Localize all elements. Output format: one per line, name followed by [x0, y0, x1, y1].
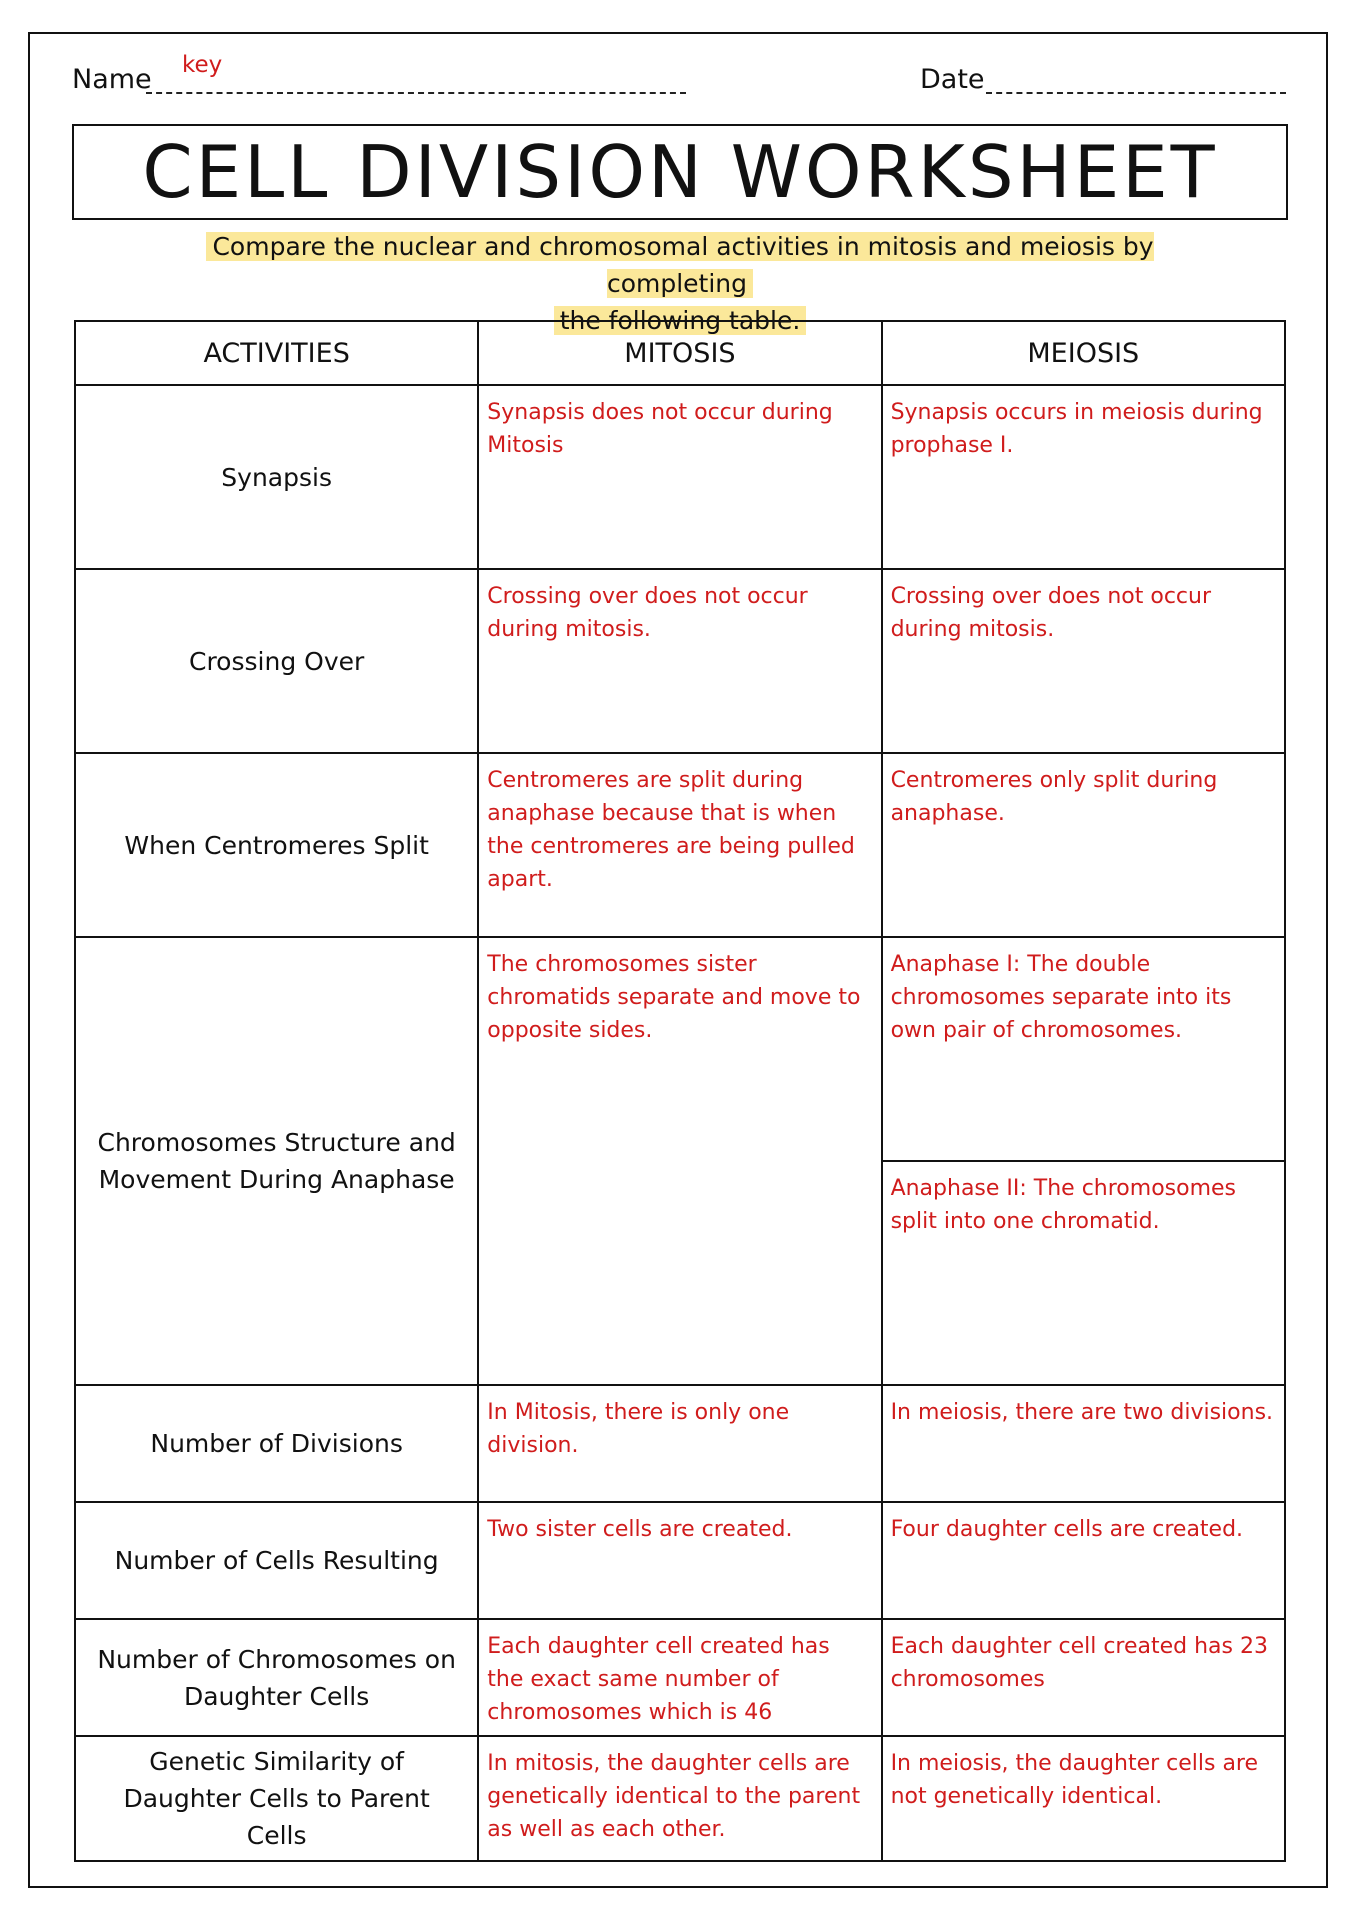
- mitosis-answer-cell[interactable]: In mitosis, the daughter cells are genetically identical to the parent as well as each other.: [478, 1736, 881, 1861]
- table-row: [75, 753, 1285, 937]
- table-row: [75, 1502, 1285, 1619]
- activity-cell: Genetic Similarity of Daughter Cells to Parent Cells: [75, 1736, 478, 1861]
- meiosis-answer-cell-2[interactable]: Anaphase II: The chromosomes split into one chromatid.: [882, 1161, 1285, 1385]
- mitosis-answer-cell[interactable]: In Mitosis, there is only one division.: [478, 1385, 881, 1502]
- meiosis-answer-cell[interactable]: Anaphase I: The double chromosomes separate into its own pair of chromosomes.: [882, 937, 1285, 1161]
- header-mitosis: MITOSIS: [478, 321, 881, 385]
- date-label: Date: [920, 64, 985, 95]
- meiosis-answer-cell[interactable]: Crossing over does not occur during mitosis.: [882, 569, 1285, 753]
- header-activities: ACTIVITIES: [75, 321, 478, 385]
- meiosis-answer-cell[interactable]: In meiosis, the daughter cells are not genetically identical.: [882, 1736, 1285, 1861]
- name-label: Name: [72, 64, 152, 95]
- header-meiosis: MEIOSIS: [882, 321, 1285, 385]
- instructions-line-2: the following table.: [554, 306, 807, 335]
- name-field-line[interactable]: [146, 92, 686, 94]
- name-value: key: [182, 52, 223, 78]
- mitosis-answer-cell[interactable]: The chromosomes sister chromatids separate and move to opposite sides.: [478, 937, 881, 1385]
- mitosis-answer-cell[interactable]: Crossing over does not occur during mitosis.: [478, 569, 881, 753]
- title-box: [72, 124, 1288, 220]
- instructions-line-1: Compare the nuclear and chromosomal activities in mitosis and meiosis by completing: [206, 232, 1153, 298]
- comparison-table: [74, 320, 1286, 1862]
- activity-cell: Number of Chromosomes on Daughter Cells: [75, 1619, 478, 1736]
- table-row: [75, 1385, 1285, 1502]
- mitosis-answer-cell[interactable]: Two sister cells are created.: [478, 1502, 881, 1619]
- date-field-line[interactable]: [986, 92, 1286, 94]
- meiosis-answer-cell[interactable]: In meiosis, there are two divisions.: [882, 1385, 1285, 1502]
- table-row: [75, 1736, 1285, 1861]
- table-row: [75, 937, 1285, 1161]
- activity-cell: Synapsis: [75, 385, 478, 569]
- mitosis-answer-cell[interactable]: Each daughter cell created has the exact same number of chromosomes which is 46: [478, 1619, 881, 1736]
- mitosis-answer-cell[interactable]: Centromeres are split during anaphase because that is when the centromeres are being pulled apart.: [478, 753, 881, 937]
- meiosis-answer-cell[interactable]: Each daughter cell created has 23 chromosomes: [882, 1619, 1285, 1736]
- meiosis-answer-cell[interactable]: Synapsis occurs in meiosis during prophase I.: [882, 385, 1285, 569]
- worksheet-title: CELL DIVISION WORKSHEET: [142, 130, 1218, 214]
- activity-cell: Number of Divisions: [75, 1385, 478, 1502]
- mitosis-answer-cell[interactable]: Synapsis does not occur during Mitosis: [478, 385, 881, 569]
- meiosis-answer-cell[interactable]: Four daughter cells are created.: [882, 1502, 1285, 1619]
- table-row: [75, 1619, 1285, 1736]
- activity-cell: Number of Cells Resulting: [75, 1502, 478, 1619]
- meiosis-answer-cell[interactable]: Centromeres only split during anaphase.: [882, 753, 1285, 937]
- activity-cell: Chromosomes Structure and Movement During Anaphase: [75, 937, 478, 1385]
- activity-cell: When Centromeres Split: [75, 753, 478, 937]
- table-row: [75, 569, 1285, 753]
- table-header-row: [75, 321, 1285, 385]
- activity-cell: Crossing Over: [75, 569, 478, 753]
- table-row: [75, 385, 1285, 569]
